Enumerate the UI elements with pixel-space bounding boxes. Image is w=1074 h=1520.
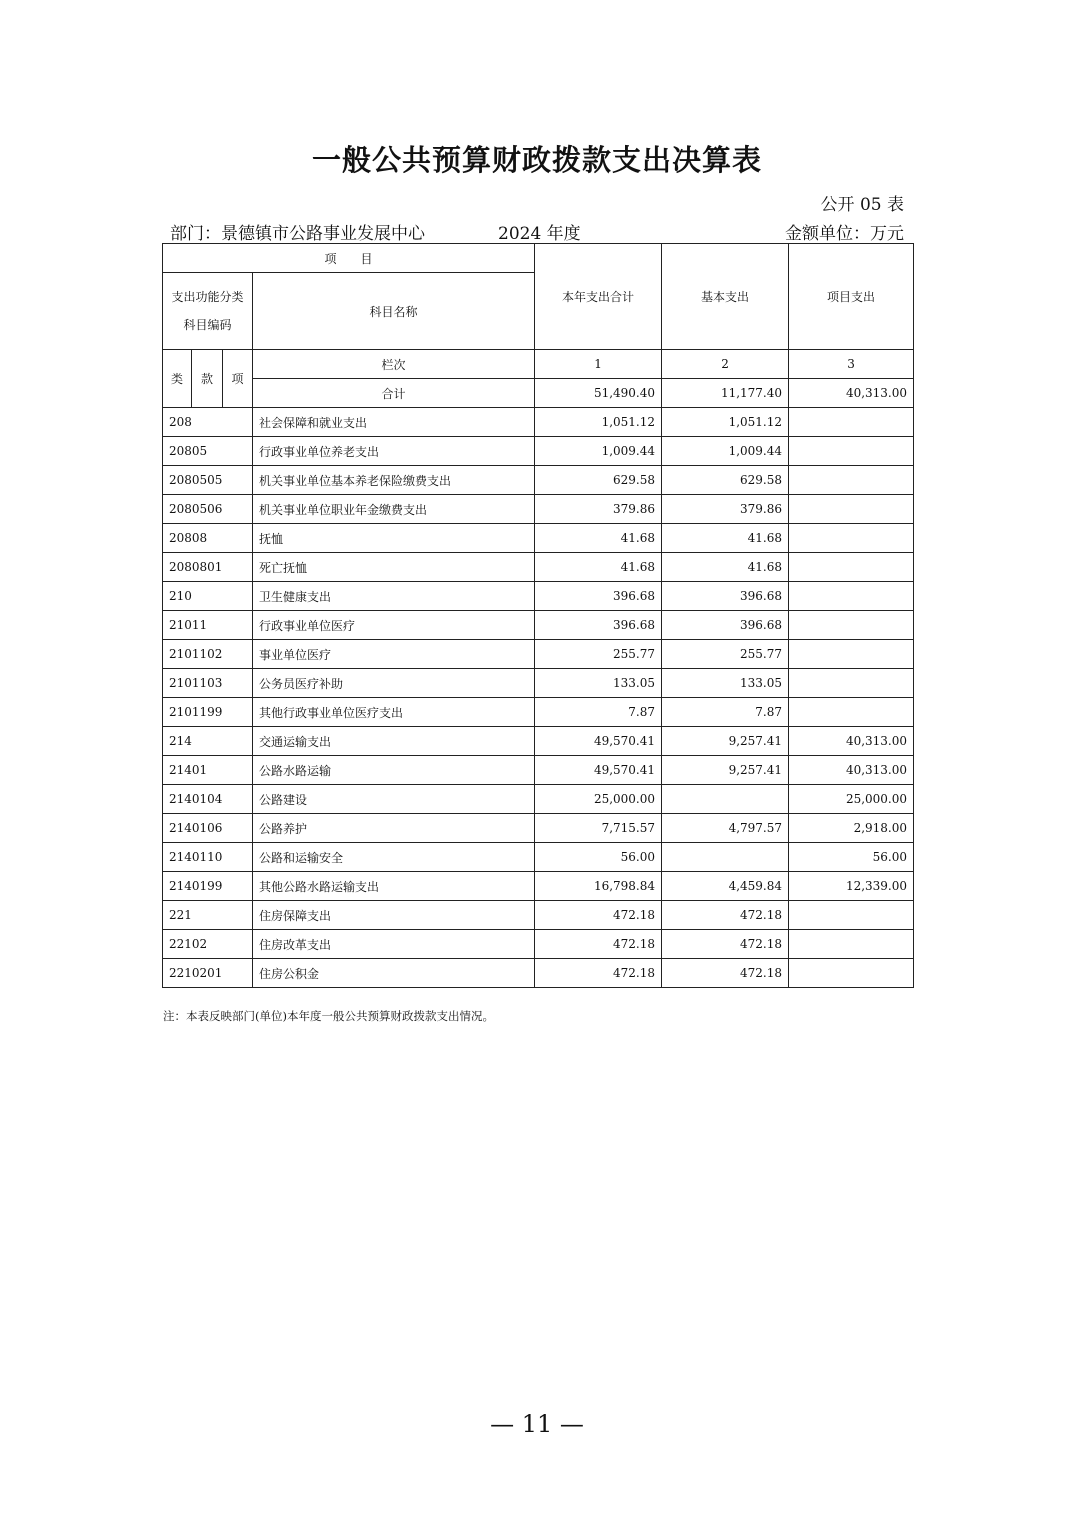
form-number: 公开 05 表 [820, 195, 904, 215]
row-subject-name: 抚恤 [253, 524, 535, 553]
table-row [163, 524, 914, 553]
row-basic: 7.87 [662, 698, 789, 727]
row-project [789, 930, 914, 959]
total-row-total: 51,490.40 [535, 379, 662, 408]
row-total: 49,570.41 [535, 756, 662, 785]
total-row-basic: 11,177.40 [662, 379, 789, 408]
row-basic: 629.58 [662, 466, 789, 495]
table-row [163, 466, 914, 495]
amount-unit: 金额单位：万元 [785, 224, 904, 244]
row-project [789, 698, 914, 727]
row-subject-name: 死亡抚恤 [253, 553, 535, 582]
header-code-lei: 类 [163, 350, 192, 408]
row-basic: 1,009.44 [662, 437, 789, 466]
header-col-project: 项目支出 [789, 244, 914, 350]
row-project [789, 495, 914, 524]
row-total: 1,051.12 [535, 408, 662, 437]
row-total: 472.18 [535, 930, 662, 959]
row-code: 221 [163, 901, 253, 930]
row-subject-name: 公路水路运输 [253, 756, 535, 785]
row-total: 25,000.00 [535, 785, 662, 814]
row-basic: 4,459.84 [662, 872, 789, 901]
header-lanci: 栏次 [253, 350, 535, 379]
row-subject-name: 机关事业单位职业年金缴费支出 [253, 495, 535, 524]
row-subject-name: 机关事业单位基本养老保险缴费支出 [253, 466, 535, 495]
row-subject-name: 公路建设 [253, 785, 535, 814]
row-basic: 1,051.12 [662, 408, 789, 437]
row-basic [662, 843, 789, 872]
row-total: 41.68 [535, 553, 662, 582]
row-basic: 255.77 [662, 640, 789, 669]
table-row [163, 843, 914, 872]
row-code: 2080506 [163, 495, 253, 524]
row-subject-name: 公务员医疗补助 [253, 669, 535, 698]
header-col-basic: 基本支出 [662, 244, 789, 350]
row-project: 40,313.00 [789, 727, 914, 756]
header-code-group [163, 273, 253, 350]
row-basic: 396.68 [662, 611, 789, 640]
table-row [163, 872, 914, 901]
row-code: 2140199 [163, 872, 253, 901]
row-subject-name: 住房保障支出 [253, 901, 535, 930]
row-basic: 379.86 [662, 495, 789, 524]
row-code: 22102 [163, 930, 253, 959]
row-total: 472.18 [535, 901, 662, 930]
row-project [789, 524, 914, 553]
row-project: 12,339.00 [789, 872, 914, 901]
row-subject-name: 事业单位医疗 [253, 640, 535, 669]
table-row [163, 756, 914, 785]
table-row [163, 640, 914, 669]
row-basic: 9,257.41 [662, 727, 789, 756]
table-row [163, 785, 914, 814]
row-basic: 4,797.57 [662, 814, 789, 843]
row-subject-name: 公路和运输安全 [253, 843, 535, 872]
row-subject-name: 住房公积金 [253, 959, 535, 988]
header-lanci-3: 3 [789, 350, 914, 379]
row-total: 629.58 [535, 466, 662, 495]
row-total: 7.87 [535, 698, 662, 727]
row-code: 20805 [163, 437, 253, 466]
row-basic: 133.05 [662, 669, 789, 698]
row-code: 20808 [163, 524, 253, 553]
row-subject-name: 其他公路水路运输支出 [253, 872, 535, 901]
table-row [163, 495, 914, 524]
row-subject-name: 社会保障和就业支出 [253, 408, 535, 437]
table-row [163, 408, 914, 437]
row-code: 21011 [163, 611, 253, 640]
row-code: 2210201 [163, 959, 253, 988]
row-subject-name: 公路养护 [253, 814, 535, 843]
row-total: 1,009.44 [535, 437, 662, 466]
row-code: 2101102 [163, 640, 253, 669]
row-code: 208 [163, 408, 253, 437]
table-row [163, 901, 914, 930]
row-project [789, 959, 914, 988]
row-total: 133.05 [535, 669, 662, 698]
table-row [163, 727, 914, 756]
total-row-project: 40,313.00 [789, 379, 914, 408]
header-code-group-line2: 科目编码 [183, 318, 232, 332]
row-total: 255.77 [535, 640, 662, 669]
row-code: 21401 [163, 756, 253, 785]
department-label: 部门：景德镇市公路事业发展中心 [170, 224, 425, 244]
row-basic: 41.68 [662, 553, 789, 582]
header-lanci-1: 1 [535, 350, 662, 379]
table-row [163, 814, 914, 843]
row-code: 2101103 [163, 669, 253, 698]
row-total: 7,715.57 [535, 814, 662, 843]
row-code: 214 [163, 727, 253, 756]
row-total: 41.68 [535, 524, 662, 553]
budget-table [162, 243, 914, 988]
row-total: 472.18 [535, 959, 662, 988]
row-project: 56.00 [789, 843, 914, 872]
row-project [789, 669, 914, 698]
row-basic [662, 785, 789, 814]
row-project: 25,000.00 [789, 785, 914, 814]
row-code: 2080801 [163, 553, 253, 582]
row-project: 2,918.00 [789, 814, 914, 843]
header-code-kuan: 款 [192, 350, 223, 408]
row-project [789, 553, 914, 582]
row-code: 2101199 [163, 698, 253, 727]
row-subject-name: 行政事业单位医疗 [253, 611, 535, 640]
row-basic: 472.18 [662, 959, 789, 988]
row-total: 379.86 [535, 495, 662, 524]
table-note: 注：本表反映部门(单位)本年度一般公共预算财政拨款支出情况。 [163, 1009, 494, 1023]
total-row-label: 合计 [253, 379, 535, 408]
row-basic: 472.18 [662, 901, 789, 930]
row-project [789, 640, 914, 669]
row-project [789, 582, 914, 611]
row-basic: 41.68 [662, 524, 789, 553]
row-code: 2140104 [163, 785, 253, 814]
header-col-total: 本年支出合计 [535, 244, 662, 350]
row-subject-name: 住房改革支出 [253, 930, 535, 959]
row-basic: 472.18 [662, 930, 789, 959]
header-project: 项 目 [163, 244, 535, 273]
row-project: 40,313.00 [789, 756, 914, 785]
row-total: 396.68 [535, 611, 662, 640]
table-row [163, 553, 914, 582]
row-total: 16,798.84 [535, 872, 662, 901]
row-basic: 9,257.41 [662, 756, 789, 785]
page-number: — 11 — [490, 1410, 584, 1438]
table-row [163, 669, 914, 698]
row-total: 56.00 [535, 843, 662, 872]
table-row [163, 959, 914, 988]
header-subject-name: 科目名称 [253, 273, 535, 350]
row-subject-name: 行政事业单位养老支出 [253, 437, 535, 466]
row-subject-name: 交通运输支出 [253, 727, 535, 756]
row-project [789, 408, 914, 437]
meta-line [170, 219, 904, 244]
header-code-xiang: 项 [223, 350, 253, 408]
row-project [789, 437, 914, 466]
header-code-group-line1: 支出功能分类 [171, 290, 244, 304]
page-title: 一般公共预算财政拨款支出决算表 [311, 143, 762, 177]
row-code: 2140106 [163, 814, 253, 843]
table-row [163, 930, 914, 959]
row-basic: 396.68 [662, 582, 789, 611]
row-project [789, 901, 914, 930]
row-subject-name: 卫生健康支出 [253, 582, 535, 611]
table-row [163, 611, 914, 640]
header-lanci-2: 2 [662, 350, 789, 379]
row-subject-name: 其他行政事业单位医疗支出 [253, 698, 535, 727]
fiscal-year: 2024 年度 [498, 224, 581, 244]
row-code: 2140110 [163, 843, 253, 872]
table-row [163, 698, 914, 727]
row-project [789, 466, 914, 495]
table-row [163, 437, 914, 466]
row-project [789, 611, 914, 640]
row-total: 396.68 [535, 582, 662, 611]
table-row [163, 582, 914, 611]
row-code: 2080505 [163, 466, 253, 495]
row-total: 49,570.41 [535, 727, 662, 756]
row-code: 210 [163, 582, 253, 611]
